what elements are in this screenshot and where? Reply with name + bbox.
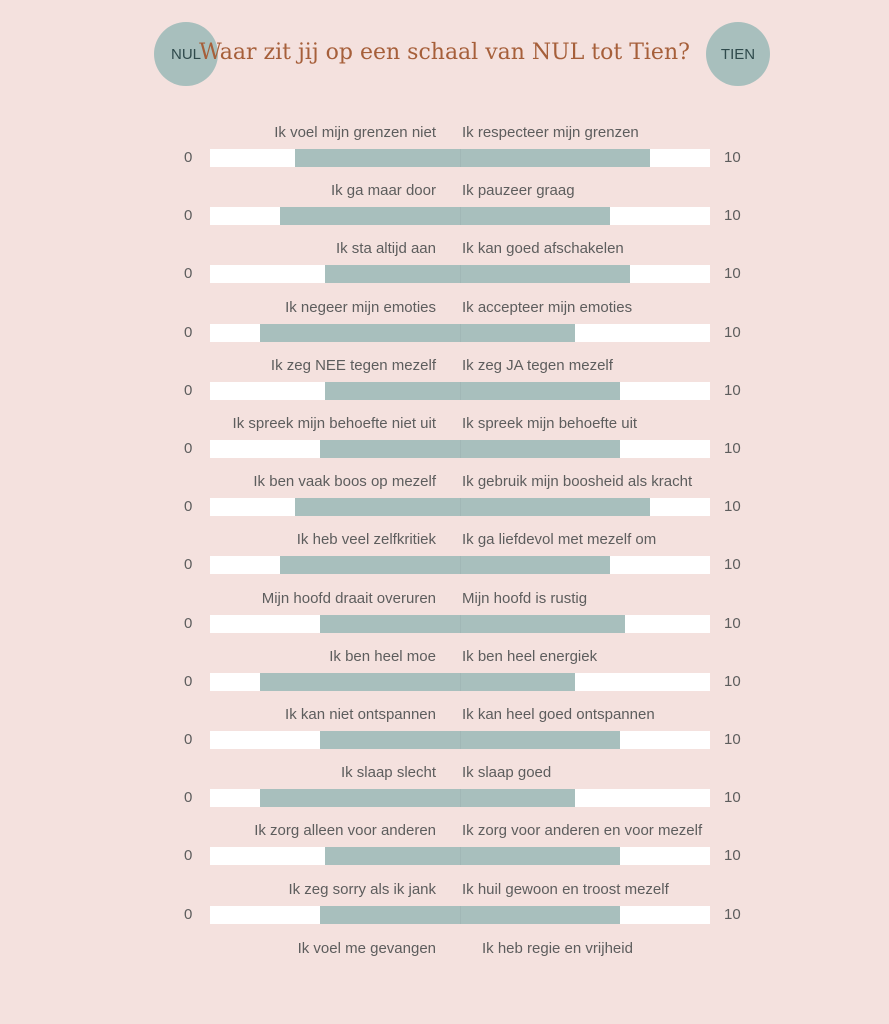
- scale-track[interactable]: [210, 265, 710, 283]
- scale-range-fill: [320, 615, 625, 633]
- scale-track[interactable]: [210, 673, 710, 691]
- scale-range-fill: [325, 265, 630, 283]
- scale-row: [0, 706, 889, 764]
- scale-min-label: 0: [184, 207, 193, 225]
- row-right-label: Ik gebruik mijn boosheid als kracht: [462, 473, 693, 491]
- scale-midline: [460, 847, 461, 865]
- row-left-label: Ik zeg NEE tegen mezelf: [270, 356, 436, 374]
- scale-min-label: 0: [184, 498, 193, 516]
- scale-midline: [460, 440, 461, 458]
- scale-midline: [460, 382, 461, 400]
- tien-badge: [706, 22, 770, 86]
- scale-min-label: 0: [184, 149, 193, 166]
- scale-min-label: 0: [184, 847, 193, 865]
- scale-row: [0, 299, 889, 357]
- row-right-label: Ik slaap goed: [462, 764, 552, 782]
- scale-range-fill: [325, 382, 620, 400]
- row-right-label: Ik spreek mijn behoefte uit: [462, 415, 638, 432]
- row-left-label: Ik slaap slecht: [340, 764, 436, 782]
- scale-max-label: 10: [724, 614, 741, 632]
- tien-badge-label: TIEN: [720, 45, 756, 63]
- scale-row: [0, 240, 889, 298]
- scale-row: [0, 124, 889, 182]
- scale-max-label: 10: [724, 847, 741, 865]
- scale-range-fill: [320, 906, 620, 924]
- scale-midline: [460, 324, 461, 342]
- scale-max-label: 10: [724, 323, 741, 341]
- scale-midline: [460, 149, 461, 167]
- scale-max-label: 10: [724, 207, 741, 225]
- row-left-label: Ik ben vaak boos op mezelf: [253, 473, 436, 491]
- scale-row: [0, 357, 889, 415]
- scale-min-label: 0: [184, 614, 193, 632]
- scale-max-label: 10: [724, 905, 741, 923]
- scale-min-label: 0: [184, 556, 193, 574]
- row-left-label: Ik ben heel moe: [329, 647, 436, 665]
- row-right-label: Ik zorg voor anderen en voor mezelf: [462, 822, 703, 840]
- scale-range-fill: [280, 207, 610, 225]
- scale-track[interactable]: [210, 382, 710, 400]
- scale-max-label: 10: [724, 731, 741, 748]
- scale-row: [0, 764, 889, 822]
- scale-midline: [460, 498, 461, 516]
- scale-range-fill: [295, 498, 650, 516]
- scale-track[interactable]: [210, 207, 710, 225]
- scale-max-label: 10: [724, 149, 741, 166]
- scale-min-label: 0: [184, 905, 193, 923]
- scale-range-fill: [260, 324, 575, 342]
- scale-row: [0, 648, 889, 706]
- scale-midline: [460, 615, 461, 633]
- scale-min-label: 0: [184, 672, 193, 690]
- scale-track[interactable]: [210, 556, 710, 574]
- row-left-label: Ik spreek mijn behoefte niet uit: [232, 415, 436, 432]
- row-right-label: Ik zeg JA tegen mezelf: [462, 356, 613, 374]
- scale-midline: [460, 906, 461, 924]
- row-left-label: Ik zorg alleen voor anderen: [254, 822, 436, 840]
- scale-row: [0, 473, 889, 531]
- scale-max-label: 10: [724, 672, 741, 690]
- scale-track[interactable]: [210, 149, 710, 167]
- row-left-label: Ik heb veel zelfkritiek: [296, 531, 436, 549]
- row-right-label: Mijn hoofd is rustig: [462, 589, 588, 607]
- row-right-label: Ik pauzeer graag: [462, 182, 575, 200]
- scale-max-label: 10: [724, 265, 741, 283]
- scale-range-fill: [295, 149, 650, 167]
- row-right-label: Ik accepteer mijn emoties: [462, 298, 633, 316]
- scale-max-label: 10: [724, 498, 741, 516]
- row-left-label: Mijn hoofd draait overuren: [261, 589, 436, 607]
- scale-min-label: 0: [184, 440, 193, 457]
- scale-range-fill: [260, 673, 575, 691]
- scale-range-fill: [320, 731, 620, 749]
- scale-max-label: 10: [724, 440, 741, 457]
- scale-track[interactable]: [210, 615, 710, 633]
- scale-track[interactable]: [210, 906, 710, 924]
- scale-range-fill: [325, 847, 620, 865]
- row-right-label: Ik huil gewoon en troost mezelf: [462, 880, 669, 898]
- scale-track[interactable]: [210, 498, 710, 516]
- row-right-label: Ik kan goed afschakelen: [462, 240, 624, 258]
- scale-midline: [460, 265, 461, 283]
- nul-badge-label: NUL: [170, 45, 201, 63]
- scale-max-label: 10: [724, 381, 741, 399]
- row-right-label: Ik ben heel energiek: [462, 647, 598, 665]
- scale-min-label: 0: [184, 265, 193, 283]
- footer-right-label: Ik heb regie en vrijheid: [482, 940, 633, 957]
- row-right-label: Ik ga liefdevol met mezelf om: [462, 531, 657, 549]
- scale-min-label: 0: [184, 381, 193, 399]
- scale-range-fill: [280, 556, 610, 574]
- scale-row: [0, 182, 889, 240]
- scale-midline: [460, 673, 461, 691]
- row-left-label: Ik voel mijn grenzen niet: [274, 124, 436, 141]
- row-left-label: Ik ga maar door: [330, 182, 436, 200]
- scale-row: [0, 881, 889, 939]
- scale-midline: [460, 207, 461, 225]
- scale-track[interactable]: [210, 847, 710, 865]
- scale-row: [0, 531, 889, 589]
- scale-midline: [460, 556, 461, 574]
- scale-row: [0, 822, 889, 880]
- scale-max-label: 10: [724, 789, 741, 807]
- scale-row: [0, 415, 889, 473]
- scale-track[interactable]: [210, 324, 710, 342]
- scale-min-label: 0: [184, 789, 193, 807]
- row-left-label: Ik sta altijd aan: [335, 240, 436, 258]
- row-left-label: Ik zeg sorry als ik jank: [288, 880, 436, 898]
- row-right-label: Ik kan heel goed ontspannen: [462, 706, 655, 723]
- scale-range-fill: [260, 789, 575, 807]
- scale-range-fill: [320, 440, 620, 458]
- scale-row: [0, 590, 889, 648]
- scale-midline: [460, 789, 461, 807]
- row-right-label: Ik respecteer mijn grenzen: [462, 124, 639, 141]
- scale-track[interactable]: [210, 789, 710, 807]
- scale-track[interactable]: [210, 731, 710, 749]
- scale-midline: [460, 731, 461, 749]
- scale-max-label: 10: [724, 556, 741, 574]
- row-left-label: Ik negeer mijn emoties: [285, 298, 436, 316]
- scale-min-label: 0: [184, 731, 193, 748]
- scale-min-label: 0: [184, 323, 193, 341]
- scale-track[interactable]: [210, 440, 710, 458]
- row-left-label: Ik kan niet ontspannen: [285, 706, 436, 723]
- page-title: Waar zit jij op een schaal van NUL tot Tien?: [199, 40, 690, 65]
- footer-left-label: Ik voel me gevangen: [297, 940, 436, 957]
